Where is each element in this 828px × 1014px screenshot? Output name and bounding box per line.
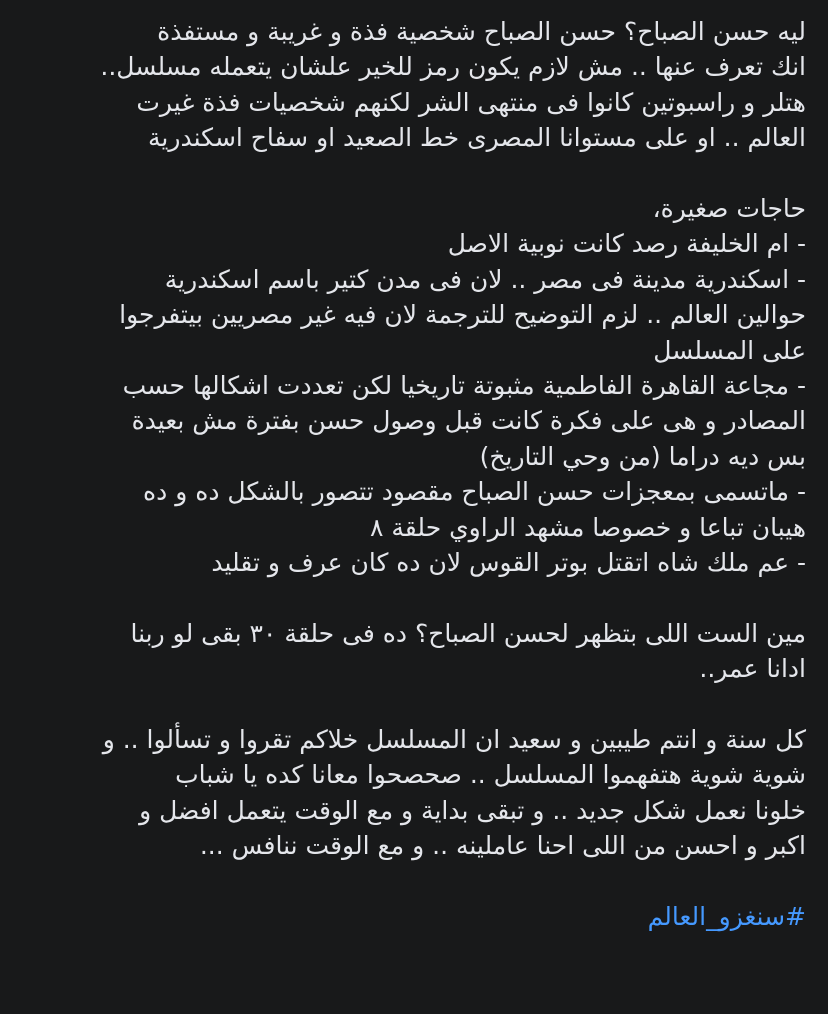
text-line: مين الست اللى بتظهر لحسن الصباح؟ ده فى حلقة ٣٠ بقى لو ربنا	[130, 618, 806, 648]
text-line: - ام الخليفة رصد كانت نوبية الاصل	[447, 229, 806, 259]
text-line: خلونا نعمل شكل جديد .. و تبقى بداية و مع الوقت يتعمل افضل و	[139, 795, 806, 825]
text-line: العالم .. او على مستوانا المصرى خط الصعيد او سفاح اسكندرية	[148, 123, 806, 153]
text-line: - ماتسمى بمعجزات حسن الصباح مقصود تتصور بالشكل ده و ده	[143, 477, 806, 507]
text-line: ليه حسن الصباح؟ حسن الصباح شخصية فذة و غريبة و مستفذة	[157, 17, 806, 46]
text-line: - مجاعة القاهرة الفاطمية مثبوتة تاريخيا لكن تعددت اشكالها حسب	[122, 371, 806, 401]
paragraph-small-things	[22, 191, 806, 580]
text-line: كل سنة و انتم طيبين و سعيد ان المسلسل خلاكم تقروا و تسألوا .. و	[102, 725, 806, 755]
text-line: على المسلسل	[653, 335, 806, 365]
text-line: حاجات صغيرة،	[652, 194, 806, 224]
text-line: - اسكندرية مدينة فى مصر .. لان فى مدن كتير باسم اسكندرية	[164, 264, 806, 294]
text-line: اكبر و احسن من اللى احنا عاملينه .. و مع الوقت ننافس ...	[199, 831, 806, 861]
text-line: شوية شوية هتفهموا المسلسل .. صحصحوا معانا كده يا شباب	[175, 760, 806, 790]
text-line: هتلر و راسبوتين كانوا فى منتهى الشر لكنهم شخصيات فذة غيرت	[136, 87, 806, 117]
text-line: ادانا عمر..	[699, 654, 806, 684]
paragraph-gap	[22, 864, 806, 899]
text-line: حوالين العالم .. لزم التوضيح للترجمة لان فيه غير مصريين بيتفرجوا	[119, 300, 806, 330]
hashtag-link[interactable]: #سنغزو_العالم	[647, 902, 806, 932]
paragraph-greeting	[22, 722, 806, 864]
paragraph-gap	[22, 687, 806, 722]
text-line: المصادر و هى على فكرة كانت قبل وصول حسن بفترة مش بعيدة	[131, 406, 806, 436]
paragraph-gap	[22, 580, 806, 615]
text-line: بس ديه دراما (من وحي التاريخ)	[479, 441, 806, 471]
text-line: هيبان تباعا و خصوصا مشهد الراوي حلقة ٨	[370, 512, 806, 542]
paragraph-question	[22, 616, 806, 687]
text-line: انك تعرف عنها .. مش لازم يكون رمز للخير علشان يتعمله مسلسل..	[100, 52, 806, 82]
paragraph-gap	[22, 156, 806, 191]
paragraph-intro	[22, 14, 806, 156]
text-line: - عم ملك شاه اتقتل بوتر القوس لان ده كان عرف و تقليد	[211, 548, 806, 578]
